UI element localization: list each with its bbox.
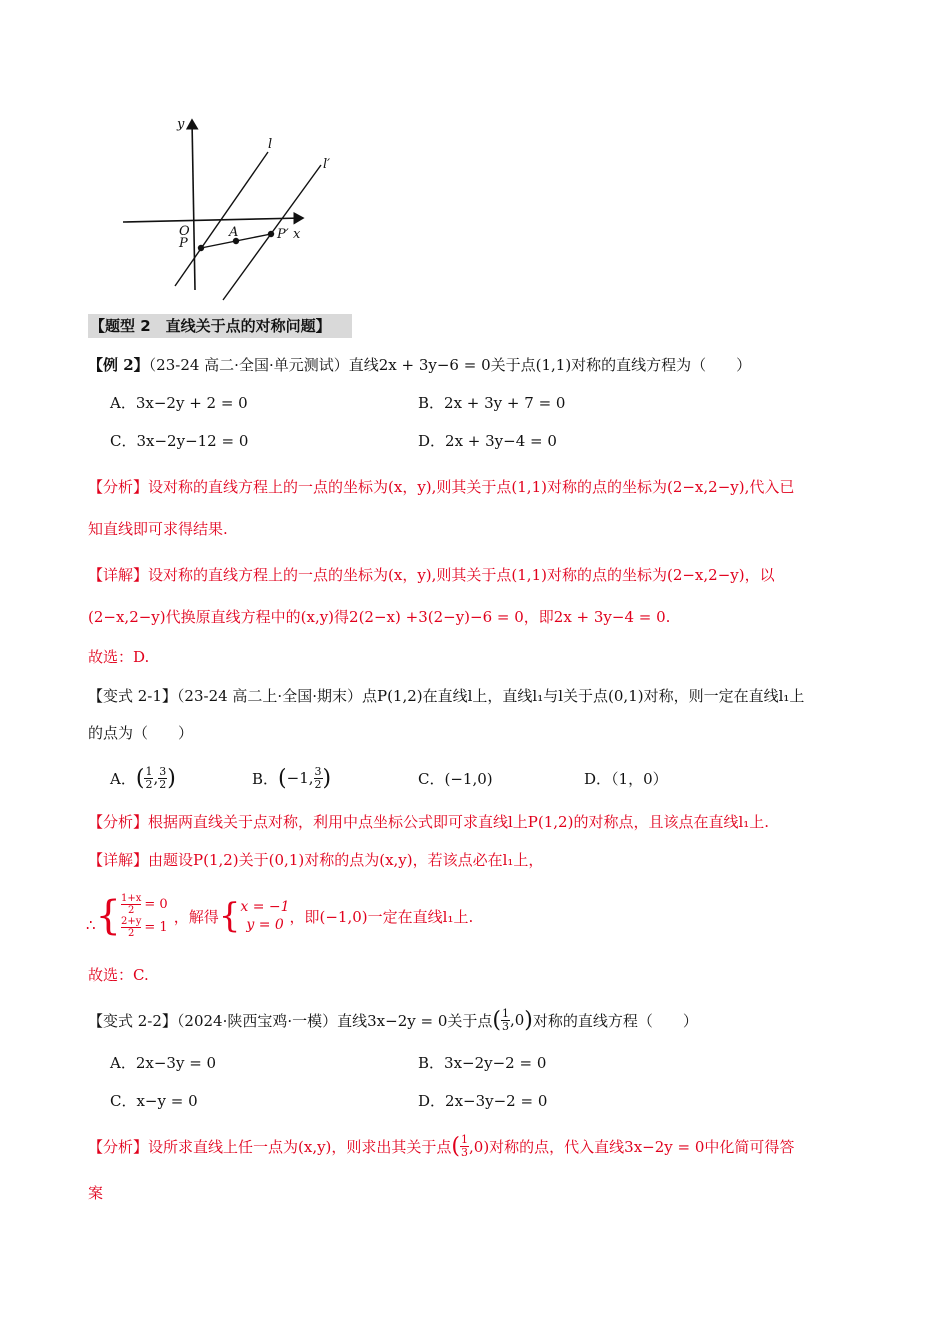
variant21-line1: 【变式 2-1】（23-24 高二上·全国·期末）点P(1,2)在直线l上，直线l₁与l关于点(0,1)对称，则一定在直线l₁上 xyxy=(88,687,805,705)
label-x: x xyxy=(293,227,301,242)
variant21-analysis: 【分析】根据两直线关于点对称，利用中点坐标公式即可求直线l上P(1,2)的对称点，且该点在直线l₁上. xyxy=(88,813,770,831)
variant22-question: 【变式 2-2】（2024·陕西宝鸡·一模）直线3x−2y = 0关于点 ( $\frac{1}{3}$ ,0 ) 对称的直线方程（ ） xyxy=(88,1006,698,1033)
variant21-option-d: D．（1，0） xyxy=(584,770,668,788)
variant22-frac-num: 1 xyxy=(501,1006,509,1020)
variant21-detail-line1: 【详解】由题设P(1,2)关于(0,1)对称的点为(x,y)，若该点必在l₁上， xyxy=(88,851,544,869)
option-b-value: −1, xyxy=(286,769,314,787)
example2-stem: 直线2x + 3y−6 = 0关于点(1,1)对称的直线方程为（ ） xyxy=(348,356,752,374)
variant22-option-c: C．x−y = 0 xyxy=(110,1092,198,1110)
example2-analysis-line2: 知直线即可求得结果. xyxy=(88,520,228,538)
example2-question xyxy=(88,354,751,375)
x-axis xyxy=(123,218,303,222)
option-b-prefix: B． xyxy=(252,769,279,788)
sys-eq1-num: 1+x xyxy=(121,893,142,904)
sys-eq2-den: 2 xyxy=(128,928,135,939)
variant22-analysis-tail: ,0)对称的点，代入直线3x−2y = 0中化简可得答 xyxy=(469,1137,795,1156)
variant22-analysis: 【分析】设所求直线上任一点为(x,y)，则求出其关于点 ( $\frac{1}{3}$ ,0)对称的点，代入直线3x−2y = 0中化简可得答 xyxy=(88,1132,795,1159)
sys-eq1-rhs: = 0 xyxy=(144,897,168,912)
example2-option-a: A．3x−2y + 2 = 0 xyxy=(110,394,248,412)
label-l: l xyxy=(268,137,273,152)
point-p-prime xyxy=(268,231,274,237)
label-y: y xyxy=(177,117,185,132)
system-conclusion: ，即(−1,0)一定在直线l₁上. xyxy=(289,907,474,926)
variant22-head: 【变式 2-2】（2024·陕西宝鸡·一模）直线3x−2y = 0关于点 xyxy=(88,1011,493,1030)
variant21-option-c: C．(−1,0) xyxy=(418,770,493,788)
example2-option-c: C．3x−2y−12 = 0 xyxy=(110,432,249,450)
solution-y: y = 0 xyxy=(246,917,284,933)
section-title: 【题型 2 直线关于点的对称问题】 xyxy=(88,314,352,338)
analysis-frac-den: 3 xyxy=(461,1145,469,1159)
solution-x: x = −1 xyxy=(240,899,290,915)
frac-num: 3 xyxy=(314,764,322,778)
sys-eq2-num: 2+y xyxy=(121,916,142,927)
variant22-tail: 对称的直线方程（ ） xyxy=(532,1011,698,1030)
variant21-answer: 故选：C. xyxy=(88,966,149,984)
example2-detail-line2: (2−x,2−y)代换原直线方程中的(x,y)得2(2−x) +3(2−y)−6 = 0，即2x + 3y−4 = 0. xyxy=(88,608,671,626)
point-p xyxy=(198,245,204,251)
variant22-frac-den: 3 xyxy=(501,1019,509,1033)
example2-detail-line1: 【详解】设对称的直线方程上的一点的坐标为(x，y),则其关于点(1,1)对称的点的坐标为(2−x,2−y)，以 xyxy=(88,566,775,584)
sys-eq2-rhs: = 1 xyxy=(144,920,168,935)
solve-word: ，解得 xyxy=(173,907,219,926)
variant22-option-b: B．3x−2y−2 = 0 xyxy=(418,1054,547,1072)
frac1-den: 2 xyxy=(145,777,153,791)
label-o: O xyxy=(179,224,190,239)
coordinate-figure xyxy=(115,110,345,310)
variant22-analysis-head: 【分析】设所求直线上任一点为(x,y)，则求出其关于点 xyxy=(88,1137,452,1156)
y-axis xyxy=(192,120,195,290)
variant22-option-a: A．2x−3y = 0 xyxy=(110,1054,217,1072)
variant22-after-frac: ,0 xyxy=(509,1011,525,1029)
example2-option-d: D．2x + 3y−4 = 0 xyxy=(418,432,557,450)
example2-analysis-line1: 【分析】设对称的直线方程上的一点的坐标为(x，y),则其关于点(1,1)对称的点的坐标为(2−x,2−y),代入已 xyxy=(88,478,795,496)
analysis-frac-num: 1 xyxy=(461,1132,469,1146)
frac2-num: 3 xyxy=(159,764,167,778)
example2-answer: 故选：D. xyxy=(88,648,150,666)
variant21-line2: 的点为（ ） xyxy=(88,724,194,742)
option-a-prefix: A． xyxy=(110,769,136,788)
example2-option-b: B．2x + 3y + 7 = 0 xyxy=(418,394,566,412)
variant22-analysis-line2: 案 xyxy=(88,1184,104,1202)
frac2-den: 2 xyxy=(159,777,167,791)
sys-eq1-den: 2 xyxy=(128,905,135,916)
frac1-num: 1 xyxy=(145,764,153,778)
variant22-option-d: D．2x−3y−2 = 0 xyxy=(418,1092,548,1110)
variant21-system: ∴ { $\frac{1+x}{2}$ = 0 $\frac{2+y}{2}$ = 1 ，解得 { x = −1 y = 0 ，即(−1,0)一定在直线l₁上. xyxy=(86,893,474,939)
label-p: P xyxy=(179,236,188,251)
label-l-prime: l′ xyxy=(323,157,331,172)
example2-source: （23-24 高二·全国·单元测试） xyxy=(148,356,349,374)
frac-den: 2 xyxy=(314,777,322,791)
example2-head: 【例 2】 xyxy=(88,356,149,374)
label-p-prime: P′ xyxy=(277,227,289,242)
label-a: A xyxy=(229,225,239,240)
therefore-sign: ∴ xyxy=(86,916,96,934)
variant21-option-b: B． ( −1, $\frac{3}{2}$ ) xyxy=(252,764,332,791)
variant21-option-a: A． ( $\frac{1}{2}$ , $\frac{3}{2}$ ) xyxy=(110,764,176,791)
